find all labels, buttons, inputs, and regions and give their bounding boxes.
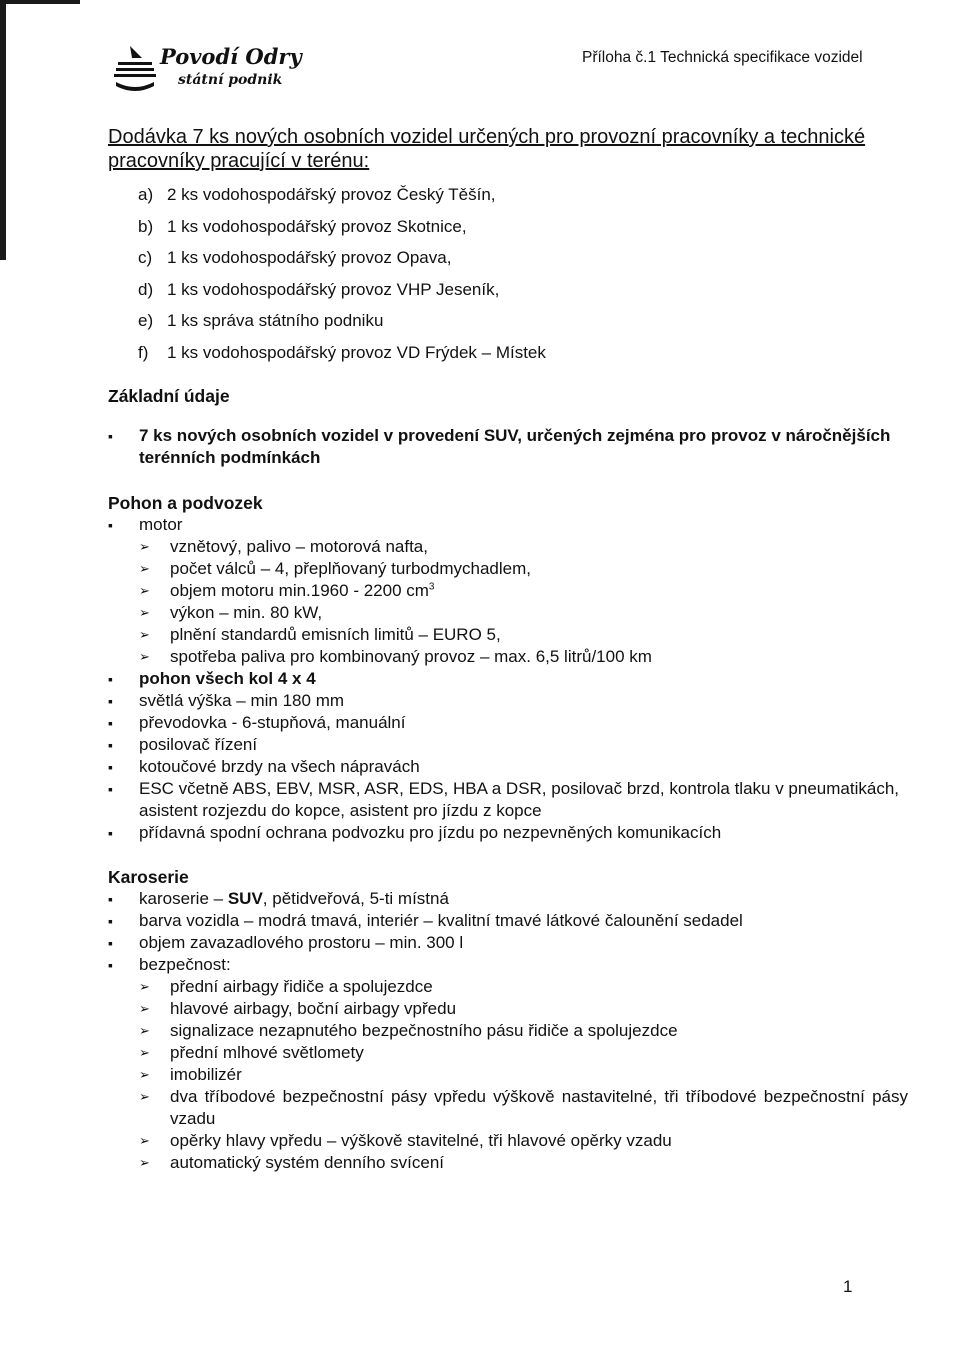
arrow-item: ➢ plnění standardů emisních limitů – EURO 5,: [139, 624, 908, 646]
allocation-item: [138, 179, 908, 211]
list-item: ▪ převodovka - 6-stupňová, manuální: [108, 712, 908, 734]
safety-list: [108, 976, 908, 1174]
arrow-item: ➢ opěrky hlavy vpředu – výškově stavitelné, tři hlavové opěrky vzadu: [139, 1130, 908, 1152]
engine-volume-text: objem motoru min.1960 - 2200 cm: [170, 581, 429, 600]
zakladni-list: [108, 425, 908, 469]
page-number: 1: [843, 1277, 853, 1296]
allocation-item: [138, 337, 908, 369]
allocation-item: [138, 211, 908, 243]
karoserie-type: SUV: [227, 889, 263, 908]
document-header-label: Příloha č.1 Technická specifikace vozidel: [582, 49, 863, 66]
karoserie-text: karoserie –: [139, 889, 228, 908]
arrow-item: ➢ automatický systém denního svícení: [139, 1152, 908, 1174]
allocation-item: [138, 274, 908, 306]
karoserie-text-rest: , pětidveřová, 5-ti místná: [262, 889, 449, 908]
arrow-item: ➢ vznětový, palivo – motorová nafta,: [139, 536, 908, 558]
arrow-item: ➢ počet válců – 4, přeplňovaný turbodmychadlem,: [139, 558, 908, 580]
allocation-text: 1 ks vodohospodářský provoz Opava,: [167, 248, 452, 267]
allocation-letter: e): [138, 311, 154, 330]
list-item: ▪ přídavná spodní ochrana podvozku pro jízdu po nezpevněných komunikacích: [108, 822, 908, 844]
section-heading-pohon: Pohon a podvozek: [108, 493, 263, 513]
section-heading-zakladni: Základní údaje: [108, 386, 230, 406]
document-body: [108, 125, 908, 1174]
pohon-list: [108, 514, 908, 536]
allocation-letter: f): [138, 342, 149, 362]
list-item: ▪ posilovač řízení: [108, 734, 908, 756]
list-item: ▪ světlá výška – min 180 mm: [108, 690, 908, 712]
allocation-letter: b): [138, 216, 154, 236]
allocation-letter: d): [138, 279, 154, 299]
scan-edge: [0, 0, 6, 260]
section-heading-karoserie: Karoserie: [108, 867, 189, 887]
list-item: [108, 888, 908, 910]
allocation-text: 1 ks vodohospodářský provoz VD Frýdek – Místek: [167, 342, 546, 362]
arrow-item: ➢ hlavové airbagy, boční airbagy vpředu: [139, 998, 908, 1020]
allocation-letter: c): [138, 248, 153, 267]
logo-title: Povodí Odry: [160, 44, 302, 69]
list-item-motor: [108, 514, 908, 536]
povodi-odry-logo: [112, 42, 322, 102]
karoserie-list: [108, 888, 908, 976]
motor-spec-list: [108, 536, 908, 668]
arrow-item: ➢ spotřeba paliva pro kombinovaný provoz – max. 6,5 litrů/100 km: [139, 646, 908, 668]
arrow-item: ➢ přední airbagy řidiče a spolujezdce: [139, 976, 908, 998]
arrow-item: ➢ dva tříbodové bezpečnostní pásy vpředu výškově nastavitelné, tři tříbodové bezpečnostní pásy vzadu: [139, 1086, 908, 1130]
allocation-text: 1 ks vodohospodářský provoz VHP Jeseník,: [167, 279, 500, 299]
scan-edge-top: [0, 0, 80, 4]
list-item: ▪ barva vozidla – modrá tmavá, interiér – kvalitní tmavé látkové čalounění sedadel: [108, 910, 908, 932]
arrow-item: [139, 580, 908, 602]
list-item: ▪ bezpečnost:: [108, 954, 908, 976]
arrow-item: ➢ signalizace nezapnutého bezpečnostního pásu řidiče a spolujezdce: [139, 1020, 908, 1042]
list-item: ▪ kotoučové brzdy na všech nápravách: [108, 756, 908, 778]
logo-subtitle: státní podnik: [178, 72, 283, 88]
allocation-text: 2 ks vodohospodářský provoz Český Těšín,: [167, 185, 496, 204]
list-item: ▪ pohon všech kol 4 x 4: [108, 668, 908, 690]
arrow-item: ➢ imobilizér: [139, 1064, 908, 1086]
pohon-list-2: [108, 668, 908, 844]
allocation-letter: a): [138, 185, 154, 204]
list-item: ▪ 7 ks nových osobních vozidel v provedení SUV, určených zejména pro provoz v náročnějších terénních podmínkách: [108, 425, 908, 469]
allocation-item: [138, 305, 908, 337]
document-title: Dodávka 7 ks nových osobních vozidel určených pro provozní pracovníky a technické pracovníky pracující v terénu:: [108, 126, 866, 172]
allocation-item: [138, 242, 908, 274]
allocation-text: 1 ks správa státního podniku: [167, 311, 384, 330]
motor-label: motor: [139, 515, 183, 534]
cubic-superscript: 3: [428, 581, 435, 593]
list-item: ▪ objem zavazadlového prostoru – min. 300 l: [108, 932, 908, 954]
allocation-list: [108, 179, 908, 368]
arrow-item: ➢ přední mlhové světlomety: [139, 1042, 908, 1064]
allocation-text: 1 ks vodohospodářský provoz Skotnice,: [167, 216, 467, 236]
arrow-item: ➢ výkon – min. 80 kW,: [139, 602, 908, 624]
logo-emblem-icon: [112, 42, 158, 94]
list-item: ▪ ESC včetně ABS, EBV, MSR, ASR, EDS, HBA a DSR, posilovač brzd, kontrola tlaku v pneumatikách, asistent rozjezdu do kopce, asistent pro jízdu z kopce: [108, 778, 908, 822]
